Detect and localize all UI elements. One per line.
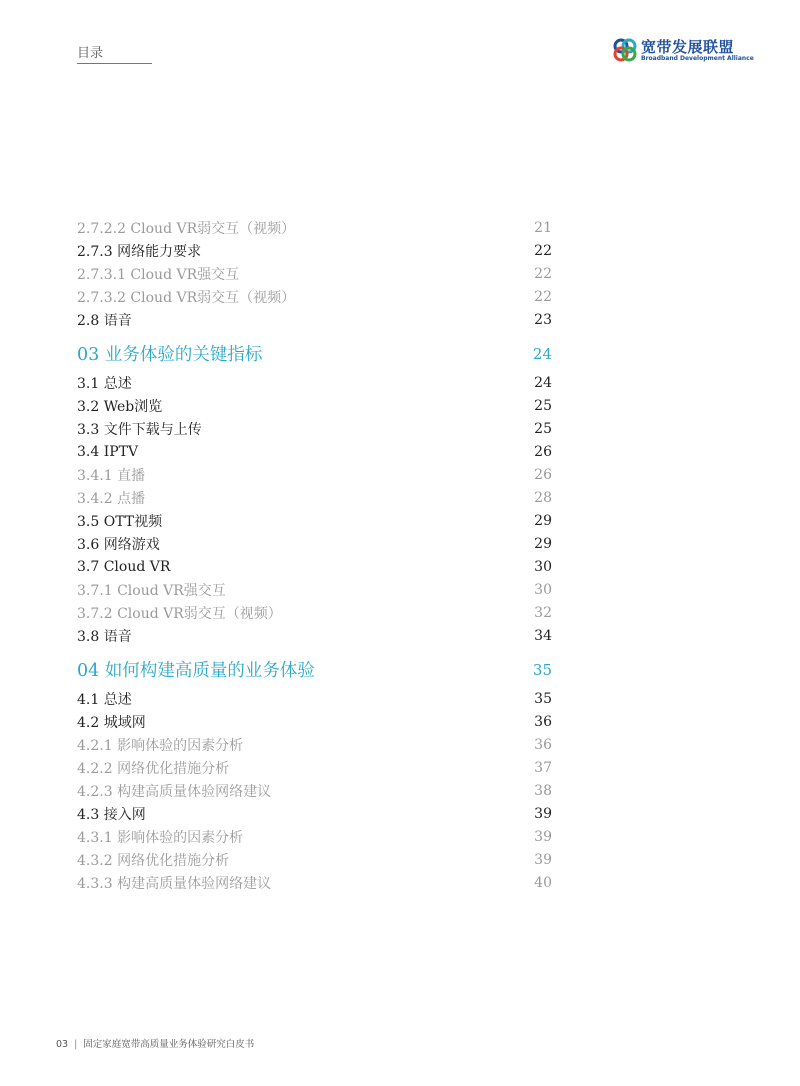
page-footer bbox=[56, 1036, 254, 1050]
toc-entry-page: 39 bbox=[534, 805, 552, 822]
toc-entry-title: 4.2.1 影响体验的因素分析 bbox=[77, 737, 244, 754]
toc-chapter-heading[interactable] bbox=[77, 339, 552, 368]
toc-entry-page: 30 bbox=[534, 558, 552, 575]
logo-name-cn: 宽带发展联盟 bbox=[641, 38, 735, 56]
toc-entry-page: 26 bbox=[534, 466, 552, 483]
toc-entry-title: 4.2.3 构建高质量体验网络建议 bbox=[77, 783, 272, 800]
alliance-logo-icon bbox=[612, 37, 638, 63]
toc-entry-page: 26 bbox=[534, 443, 552, 460]
toc-entry-title: 3.7.1 Cloud VR强交互 bbox=[77, 582, 226, 599]
toc-entry-page: 34 bbox=[534, 627, 552, 644]
toc-entry[interactable] bbox=[77, 710, 552, 733]
toc-entry[interactable] bbox=[77, 802, 552, 825]
toc-entry-page: 40 bbox=[534, 874, 552, 891]
toc-entry[interactable] bbox=[77, 285, 552, 308]
toc-entry[interactable] bbox=[77, 440, 552, 463]
toc-entry-title: 4.1 总述 bbox=[77, 691, 132, 708]
toc-entry[interactable] bbox=[77, 624, 552, 647]
toc-entry-page: 21 bbox=[534, 219, 552, 236]
toc-entry-title: 4.2 城域网 bbox=[77, 714, 146, 731]
toc-entry[interactable] bbox=[77, 532, 552, 555]
toc-entry-title: 3.2 Web浏览 bbox=[77, 398, 163, 415]
toc-entry[interactable] bbox=[77, 371, 552, 394]
alliance-logo bbox=[612, 36, 754, 66]
toc-entry[interactable] bbox=[77, 779, 552, 802]
toc-entry[interactable] bbox=[77, 262, 552, 285]
table-of-contents bbox=[77, 216, 552, 894]
toc-entry-title: 3.5 OTT视频 bbox=[77, 513, 163, 530]
toc-entry-page: 22 bbox=[534, 288, 552, 305]
toc-entry-title: 3.1 总述 bbox=[77, 375, 132, 392]
toc-entry-title: 4.3.1 影响体验的因素分析 bbox=[77, 829, 244, 846]
toc-entry-page: 22 bbox=[534, 265, 552, 282]
toc-entry[interactable] bbox=[77, 308, 552, 331]
toc-entry-page: 29 bbox=[534, 512, 552, 529]
toc-entry[interactable] bbox=[77, 486, 552, 509]
toc-entry-title: 3.4.1 直播 bbox=[77, 467, 146, 484]
toc-entry[interactable] bbox=[77, 509, 552, 532]
toc-entry-title: 04 如何构建高质量的业务体验 bbox=[77, 661, 315, 681]
toc-entry[interactable] bbox=[77, 756, 552, 779]
toc-entry[interactable] bbox=[77, 601, 552, 624]
toc-entry-title: 3.4 IPTV bbox=[77, 443, 139, 460]
toc-entry-page: 32 bbox=[534, 604, 552, 621]
toc-entry[interactable] bbox=[77, 463, 552, 486]
toc-entry[interactable] bbox=[77, 394, 552, 417]
footer-page-number: 03 bbox=[56, 1039, 69, 1050]
toc-entry-page: 36 bbox=[534, 713, 552, 730]
toc-entry-page: 29 bbox=[534, 535, 552, 552]
toc-entry[interactable] bbox=[77, 848, 552, 871]
toc-entry[interactable] bbox=[77, 216, 552, 239]
page-header-label: 目录 bbox=[77, 46, 104, 61]
toc-entry[interactable] bbox=[77, 871, 552, 894]
toc-entry[interactable] bbox=[77, 239, 552, 262]
toc-entry-title: 2.8 语音 bbox=[77, 312, 132, 329]
footer-doc-title: 固定家庭宽带高质量业务体验研究白皮书 bbox=[83, 1039, 255, 1050]
toc-entry-page: 39 bbox=[534, 851, 552, 868]
logo-name-en: Broadband Development Alliance bbox=[641, 55, 754, 62]
footer-separator: | bbox=[74, 1039, 78, 1050]
toc-entry-page: 24 bbox=[532, 344, 552, 363]
toc-entry[interactable] bbox=[77, 825, 552, 848]
toc-entry[interactable] bbox=[77, 733, 552, 756]
toc-entry[interactable] bbox=[77, 417, 552, 440]
toc-entry-page: 22 bbox=[534, 242, 552, 259]
toc-entry-title: 4.3.3 构建高质量体验网络建议 bbox=[77, 875, 272, 892]
toc-entry-title: 3.8 语音 bbox=[77, 628, 132, 645]
toc-entry-page: 35 bbox=[534, 690, 552, 707]
toc-entry-title: 2.7.2.2 Cloud VR弱交互（视频） bbox=[77, 220, 296, 237]
toc-entry-title: 3.6 网络游戏 bbox=[77, 536, 160, 553]
toc-entry-title: 2.7.3.2 Cloud VR弱交互（视频） bbox=[77, 289, 296, 306]
toc-entry-page: 35 bbox=[532, 660, 552, 679]
toc-entry-page: 36 bbox=[534, 736, 552, 753]
toc-entry-title: 3.3 文件下载与上传 bbox=[77, 421, 202, 438]
toc-entry-title: 4.2.2 网络优化措施分析 bbox=[77, 760, 230, 777]
toc-entry-page: 38 bbox=[534, 782, 552, 799]
toc-chapter-heading[interactable] bbox=[77, 655, 552, 684]
toc-entry-title: 2.7.3.1 Cloud VR强交互 bbox=[77, 266, 240, 283]
toc-entry-page: 25 bbox=[534, 420, 552, 437]
toc-entry-page: 24 bbox=[534, 374, 552, 391]
toc-entry-title: 3.7 Cloud VR bbox=[77, 558, 171, 575]
toc-entry-title: 3.7.2 Cloud VR弱交互（视频） bbox=[77, 605, 282, 622]
toc-entry[interactable] bbox=[77, 687, 552, 710]
toc-entry-title: 2.7.3 网络能力要求 bbox=[77, 243, 202, 260]
toc-entry-page: 30 bbox=[534, 581, 552, 598]
header-rule bbox=[77, 63, 152, 64]
toc-entry-page: 23 bbox=[534, 311, 552, 328]
toc-entry[interactable] bbox=[77, 555, 552, 578]
toc-entry[interactable] bbox=[77, 578, 552, 601]
toc-entry-page: 37 bbox=[534, 759, 552, 776]
toc-entry-page: 25 bbox=[534, 397, 552, 414]
toc-entry-title: 3.4.2 点播 bbox=[77, 490, 146, 507]
toc-entry-title: 4.3 接入网 bbox=[77, 806, 146, 823]
toc-entry-page: 39 bbox=[534, 828, 552, 845]
toc-entry-title: 4.3.2 网络优化措施分析 bbox=[77, 852, 230, 869]
toc-entry-page: 28 bbox=[534, 489, 552, 506]
toc-entry-title: 03 业务体验的关键指标 bbox=[77, 345, 263, 365]
